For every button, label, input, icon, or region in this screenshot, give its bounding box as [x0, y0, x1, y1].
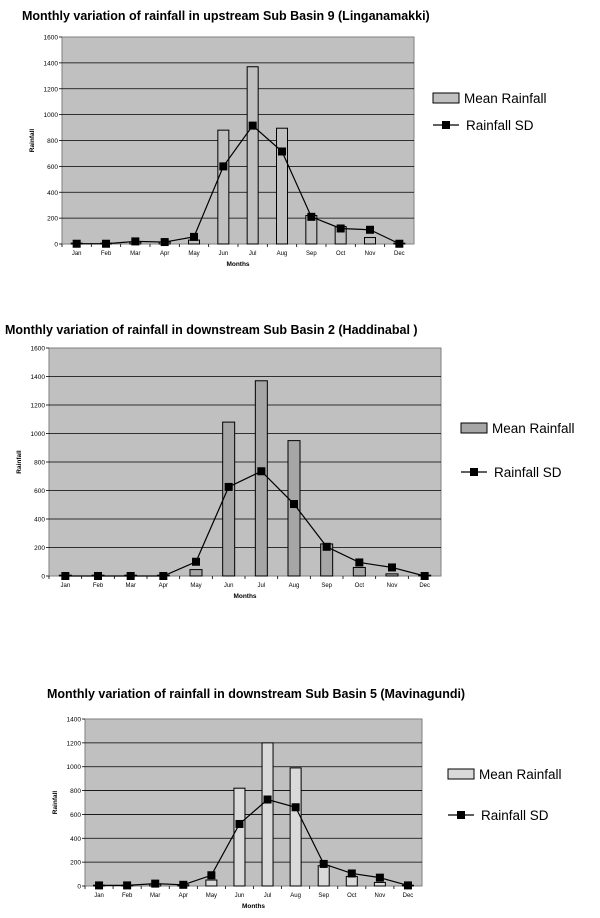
bar-oct [353, 567, 365, 576]
legend-mean-rainfall: Mean Rainfall [464, 91, 547, 106]
bar-jul [262, 743, 273, 886]
x-axis-title: Months [241, 903, 266, 910]
legend-line-marker [470, 468, 478, 476]
chart-1 [0, 28, 600, 308]
x-tick-label: May [205, 893, 218, 899]
sd-point-nov [388, 563, 396, 571]
x-tick-label: Aug [288, 583, 300, 589]
x-tick-label: May [188, 251, 200, 257]
y-tick-label: 600 [70, 811, 81, 819]
x-tick-label: Aug [276, 251, 288, 257]
x-tick-label: Jul [248, 251, 257, 257]
x-tick-label: Nov [386, 583, 398, 589]
y-tick-label: 1600 [30, 345, 45, 353]
legend-mean-rainfall: Mean Rainfall [492, 421, 575, 436]
x-tick-label: Oct [335, 251, 346, 257]
x-tick-label: Jul [257, 583, 266, 589]
x-tick-label: Mar [125, 583, 136, 589]
legend-bar-swatch [433, 93, 459, 103]
sd-point-dec [404, 881, 412, 889]
bar-nov [365, 238, 376, 244]
x-tick-label: Apr [158, 583, 169, 589]
y-tick-label: 200 [70, 859, 81, 867]
x-tick-label: Dec [419, 583, 431, 589]
x-tick-label: Apr [178, 893, 188, 899]
y-tick-label: 200 [47, 215, 58, 223]
bar-may [190, 570, 202, 576]
legend-bar-swatch [461, 423, 487, 433]
sd-point-feb [102, 240, 110, 248]
y-tick-label: 1000 [30, 431, 45, 438]
y-tick-label: 200 [34, 545, 45, 552]
sd-point-may [207, 871, 215, 879]
x-tick-label: Jan [71, 251, 82, 257]
sd-point-mar [131, 237, 139, 245]
plot-area [85, 719, 422, 886]
y-tick-label: 800 [70, 788, 81, 796]
y-axis-title: Rainfall [29, 128, 36, 153]
bar-nov [374, 882, 385, 886]
y-tick-label: 800 [47, 138, 58, 145]
y-tick-label: 0 [77, 883, 81, 891]
bar-jul [247, 67, 258, 244]
sd-point-sep [307, 213, 315, 221]
y-axis-title: Rainfall [16, 450, 23, 474]
x-tick-label: Dec [393, 251, 405, 257]
sd-point-oct [337, 224, 345, 232]
x-tick-label: May [190, 583, 202, 589]
y-tick-label: 600 [34, 488, 45, 495]
chart-1-title: Monthly variation of rainfall in upstream Sub Basin 9 (Linganamakki) [22, 9, 430, 23]
x-tick-label: Oct [354, 583, 365, 589]
sd-point-aug [292, 803, 300, 811]
x-axis-title: Months [226, 261, 250, 268]
y-tick-label: 1200 [43, 86, 58, 94]
y-tick-label: 1600 [43, 34, 58, 42]
x-tick-label: Sep [321, 583, 333, 589]
y-tick-label: 400 [70, 835, 81, 843]
x-tick-label: Jun [234, 893, 245, 899]
sd-point-apr [179, 881, 187, 889]
sd-point-may [192, 558, 200, 566]
sd-point-feb [123, 881, 131, 889]
sd-point-dec [395, 240, 403, 248]
sd-point-apr [159, 572, 167, 580]
legend-bar-swatch [448, 769, 474, 779]
sd-point-mar [151, 880, 159, 888]
x-tick-label: Jun [223, 583, 234, 589]
y-tick-label: 600 [47, 163, 58, 171]
bar-sep [318, 866, 329, 886]
sd-point-jan [61, 572, 69, 580]
sd-point-jul [249, 122, 257, 130]
x-tick-label: Oct [347, 893, 357, 899]
bar-may [206, 880, 217, 886]
sd-point-oct [355, 558, 363, 566]
legend-rainfall-sd: Rainfall SD [466, 118, 534, 133]
legend-rainfall-sd: Rainfall SD [481, 808, 549, 823]
x-axis-title: Months [233, 593, 257, 600]
legend-line-marker [457, 811, 465, 819]
y-tick-label: 0 [41, 573, 45, 581]
y-tick-label: 1200 [66, 740, 81, 748]
x-tick-label: Apr [159, 251, 170, 257]
chart-3 [0, 703, 600, 918]
bar-jun [218, 130, 229, 244]
bar-jul [255, 381, 267, 576]
x-tick-label: Mar [130, 251, 141, 257]
y-tick-label: 0 [54, 241, 58, 249]
x-tick-label: Feb [121, 893, 133, 899]
sd-point-jun [219, 162, 227, 170]
sd-point-mar [127, 572, 135, 580]
bar-oct [346, 876, 357, 886]
sd-point-nov [366, 226, 374, 234]
bar-nov [386, 574, 398, 576]
y-axis-title: Rainfall [52, 790, 59, 815]
chart-3-title: Monthly variation of rainfall in downstream Sub Basin 5 (Mavinagundi) [47, 687, 466, 701]
legend-line-marker [442, 121, 450, 129]
x-tick-label: Nov [364, 251, 376, 257]
sd-point-jun [225, 483, 233, 491]
sd-point-sep [320, 860, 328, 868]
x-tick-label: Jan [94, 893, 104, 899]
x-tick-label: Mar [150, 893, 161, 899]
sd-point-apr [161, 238, 169, 246]
x-tick-label: Jul [263, 893, 272, 899]
y-tick-label: 1400 [43, 60, 58, 68]
sd-point-sep [323, 543, 331, 551]
chart-2-title: Monthly variation of rainfall in downstream Sub Basin 2 (Haddinabal ) [5, 323, 418, 337]
sd-point-aug [278, 147, 286, 155]
sd-point-may [190, 233, 198, 241]
bar-jun [234, 788, 245, 886]
sd-point-nov [376, 874, 384, 882]
x-tick-label: Nov [374, 893, 386, 899]
x-tick-label: Feb [92, 583, 104, 589]
bar-aug [288, 441, 300, 576]
chart-2 [0, 340, 600, 625]
sd-point-jul [264, 796, 272, 804]
x-tick-label: Jun [218, 251, 229, 257]
legend-rainfall-sd: Rainfall SD [494, 465, 562, 480]
y-tick-label: 1000 [43, 112, 58, 120]
x-tick-label: Feb [100, 251, 112, 257]
bar-aug [277, 128, 288, 244]
y-tick-label: 1400 [30, 374, 45, 381]
x-tick-label: Sep [305, 251, 317, 257]
sd-point-feb [94, 572, 102, 580]
sd-point-jul [257, 467, 265, 475]
y-tick-label: 1200 [30, 402, 45, 410]
y-tick-label: 1400 [66, 716, 81, 724]
x-tick-label: Sep [318, 893, 330, 899]
bar-aug [290, 768, 301, 886]
x-tick-label: Aug [290, 893, 301, 899]
y-tick-label: 800 [34, 459, 45, 467]
sd-point-oct [348, 869, 356, 877]
y-tick-label: 1000 [66, 764, 81, 772]
sd-point-aug [290, 500, 298, 508]
x-tick-label: Dec [402, 893, 414, 899]
legend-mean-rainfall: Mean Rainfall [479, 767, 562, 782]
bar-jun [223, 422, 235, 576]
y-tick-label: 400 [34, 516, 45, 524]
sd-point-jun [235, 820, 243, 828]
y-tick-label: 400 [47, 189, 58, 197]
sd-point-jan [95, 881, 103, 889]
sd-point-dec [421, 572, 429, 580]
sd-point-jan [73, 240, 81, 248]
x-tick-label: Jan [60, 583, 71, 589]
